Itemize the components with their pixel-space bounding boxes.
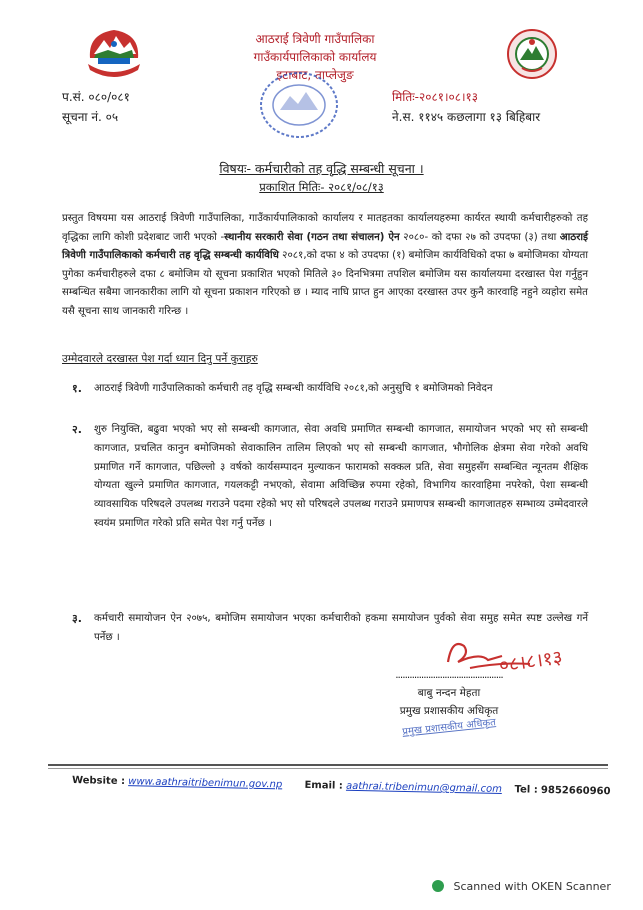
svg-text:०८।८।१३: ०८।८।१३ <box>497 646 564 677</box>
signature-block <box>384 666 514 720</box>
footer-divider <box>48 764 608 766</box>
email-label: Email : <box>304 779 343 792</box>
act-name: स्थानीय सरकारी सेवा (गठन तथा संचालन) ऐन <box>224 231 400 243</box>
footer-contacts <box>72 775 632 798</box>
subject-title: विषयः- कर्मचारीको तह वृद्धि सम्बन्धी सूचना । <box>219 161 424 176</box>
scanner-watermark: Scanned with OKEN Scanner <box>432 880 611 893</box>
nepal-sambat-date: ने.स. ११४५ कछलागा १३ बिहिबार <box>392 110 541 124</box>
office-name: आठराई त्रिवेणी गाउँपालिका <box>255 32 375 46</box>
item-number: १. <box>72 382 82 395</box>
scanner-icon <box>432 880 444 892</box>
signature-line: .............................................. <box>395 669 503 681</box>
notice-paragraph: प्रस्तुत विषयमा यस आठराई त्रिवेणी गाउँपालिका, गाउँकार्यपालिकाको कार्यालय र मातहतका कार्यालयहरुमा कार्यरत स्थायी कर्मचारीहरुको तह वृद्धिका लागि कोशी प्रदेशबाट जारी भएको -स्थानीय सरकारी सेवा (गठन तथा संचालन) ऐन २०८०- को दफा २७ को उपदफा (३) तथा आठराई त्रिवेणी गाउँपालिकाको कर्मचारी तह वृद्धि सम्बन्धी कार्यविधि २०८१,को दफा ४ को उपदफा (१) बमोजिम कार्यविधिको दफा ७ बमोजिमका योग्यता पुगेका कर्मचारीहरुले दफा ८ बमोजिम यो सूचना प्रकाशित भएको मितिले ३० दिनभित्रमा तपशिल बमोजिम यस कार्यालयमा दरखास्त पेश गर्नुहुन सम्बन्धित सबैमा जानकारीका लागि यो सूचना प्रकाशन गरिएको छ । म्याद नाघि प्राप्त हुन आएका दरखास्त उपर कुनै कारवाहि नहुने व्यहोरा समेत यसै सूचना साथ जानकारी गरिन्छ । <box>62 213 588 317</box>
section-heading: उम्मेदवारले दरखास्त पेश गर्दा ध्यान दिनु पर्ने कुराहरु <box>62 353 258 365</box>
office-address: इटाबाट, ताप्लेजुङ <box>276 68 354 82</box>
notice-number: सूचना नं. ०५ <box>62 110 119 124</box>
website-label: Website : <box>71 775 126 788</box>
published-date: प्रकाशित मितिः- २०८१/०८/१३ <box>259 180 384 194</box>
tel-label: Tel : <box>514 784 538 796</box>
signatory-title: प्रमुख प्रशासकीय अधिकृत <box>399 705 499 717</box>
procedure-name: आठराई त्रिवेणी गाउँपालिकाको कर्मचारी तह वृद्धि सम्बन्धी कार्यविधि <box>62 231 588 262</box>
nepal-emblem <box>84 24 144 82</box>
item-text: शुरु नियुक्ति, बढुवा भएको भए सो सम्बन्धी कागजात, सेवा अवधि प्रमाणित सम्बन्धी कागजात, समायोजन भएको भए सो सम्बन्धी कागजात, प्रचलित कानुन बमोजिमको सेवाकालिन तालिम लिएको भए सो सम्बन्धी कागजात, भौगोलिक क्षेत्रमा सेवा गरेको अवधि प्रमाणित गर्ने कागजात, पछिल्लो ३ वर्षको कार्यसम्पादन मुल्याकन फारामको सक्कल प्रति, सेवा समुहसँग सम्बन्धित न्यूनतम शैक्षिक योग्यता खुल्ने प्रमाणित कागजात, गयलकट्टी नभएको, सेवामा अविच्छिन्न रुपमा रहेको, विभागिय कारवाहिमा नपरेको, पेशा सम्बन्धी व्यावसायिक परिषदले उपलब्ध गराउने पदमा रहेको भए सो परिषदले उपलब्ध गराउने प्रमाणपत्र सम्बन्धी कागजातहरु सम्भाव्य उम्मेदवारले स्वयंम प्रमाणित गरेको प्रति समेत पेश गर्नु पर्नेछ । <box>94 424 588 529</box>
municipality-logo <box>506 28 558 80</box>
ref-number: प.सं. ०८०/०८१ <box>62 90 130 104</box>
tel-number: 9852660960 <box>540 784 611 798</box>
item-number: ३. <box>72 612 82 625</box>
website-link[interactable]: www.aathraitribenimun.gov.np <box>128 776 283 791</box>
date-block <box>392 87 540 127</box>
email-link[interactable]: aathrai.tribenimun@gmail.com <box>345 780 502 796</box>
designation-stamp: प्रमुख प्रशासकीय अधिकृत <box>401 717 497 738</box>
item-text: कर्मचारी समायोजन ऐन २०७५, बमोजिम समायोजन भएका कर्मचारीको हकमा समायोजन पुर्वको सेवा समुह समेत स्पष्ट उल्लेख गर्ने पर्नेछ । <box>94 613 588 643</box>
footer-divider <box>48 768 608 769</box>
office-seal <box>258 70 340 140</box>
item-text: आठराई त्रिवेणी गाउँपालिकाको कर्मचारी तह वृद्धि सम्बन्धी कार्यविधि २०८१,को अनुसुचि १ बमोजिमको निवेदन <box>94 383 493 394</box>
issue-date: मितिः-२०८१।०८।१३ <box>392 90 479 104</box>
signatory-name: बाबु नन्दन मेहता <box>417 687 481 699</box>
ref-block <box>62 87 130 127</box>
item-number: २. <box>72 423 82 436</box>
office-subname: गाउँकार्यपालिकाको कार्यालय <box>253 50 377 64</box>
